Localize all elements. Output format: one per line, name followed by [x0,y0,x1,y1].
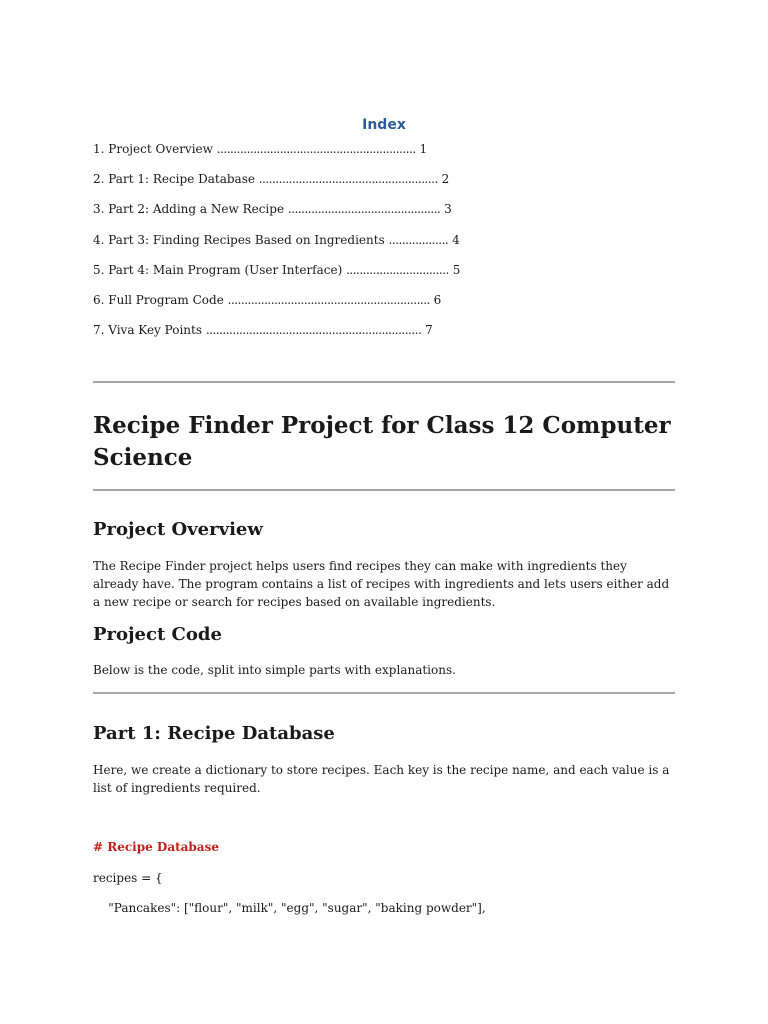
index-title: Index [362,117,406,133]
index-entry-leader: .................. [388,232,449,247]
document-title: Recipe Finder Project for Class 12 Computer Science [93,412,671,471]
code-comment: # Recipe Database [93,840,219,854]
divider [93,692,675,694]
index-entry-label: 2. Part 1: Recipe Database [93,172,255,187]
index-entry-label: 3. Part 2: Adding a New Recipe [93,202,285,217]
index-entry-page: 5 [452,262,461,277]
index-entry-leader: ...................................................... [258,172,438,187]
code-line: "Pancakes": ["flour", "milk", "egg", "sugar", "baking powder"], [93,901,486,915]
index-entry-leader: ............................... [346,262,449,277]
index-entry-label: 5. Part 4: Main Program (User Interface) [93,262,343,277]
part1-paragraph: Here, we create a dictionary to store recipes. Each key is the recipe name, and each value is a list of ingredients required. [93,763,670,795]
project-code-paragraph: Below is the code, split into simple parts with explanations. [93,663,456,677]
index-entry[interactable] [93,291,460,321]
index-entry-page: 3 [444,202,452,217]
index-entry[interactable] [93,231,460,261]
index-entry-page: 6 [433,292,442,307]
index-entry-page: 1 [419,142,428,156]
index-entry-label: 1. Project Overview [93,142,213,156]
index-entry-leader: ............................................................. [227,292,430,307]
index-entry-leader: .............................................. [287,202,441,217]
divider [93,381,675,383]
section-heading-part1: Part 1: Recipe Database [93,723,335,744]
index-entry[interactable] [93,140,460,170]
index-entry-leader: ................................................................. [205,323,422,338]
index-list [93,140,460,351]
index-entry[interactable] [93,321,460,351]
index-entry-label: 4. Part 3: Finding Recipes Based on Ingredients [93,232,385,247]
index-entry-page: 4 [452,232,460,247]
index-entry[interactable] [93,261,460,291]
index-entry-leader: ............................................................ [216,142,416,156]
section-heading-overview: Project Overview [93,519,263,540]
index-entry-label: 6. Full Program Code [93,292,224,307]
code-line: recipes = { [93,871,163,885]
index-entry[interactable] [93,200,460,230]
index-entry-label: 7. Viva Key Points [93,323,203,338]
section-heading-project-code: Project Code [93,624,222,645]
index-entry-page: 7 [425,323,433,338]
overview-paragraph: The Recipe Finder project helps users find recipes they can make with ingredients they already have. The program contains a list of recipes with ingredients and lets users either add a new recipe or search for recipes based on available ingredients. [93,559,670,609]
divider [93,489,675,491]
index-entry-page: 2 [441,172,450,187]
index-entry[interactable] [93,170,460,200]
